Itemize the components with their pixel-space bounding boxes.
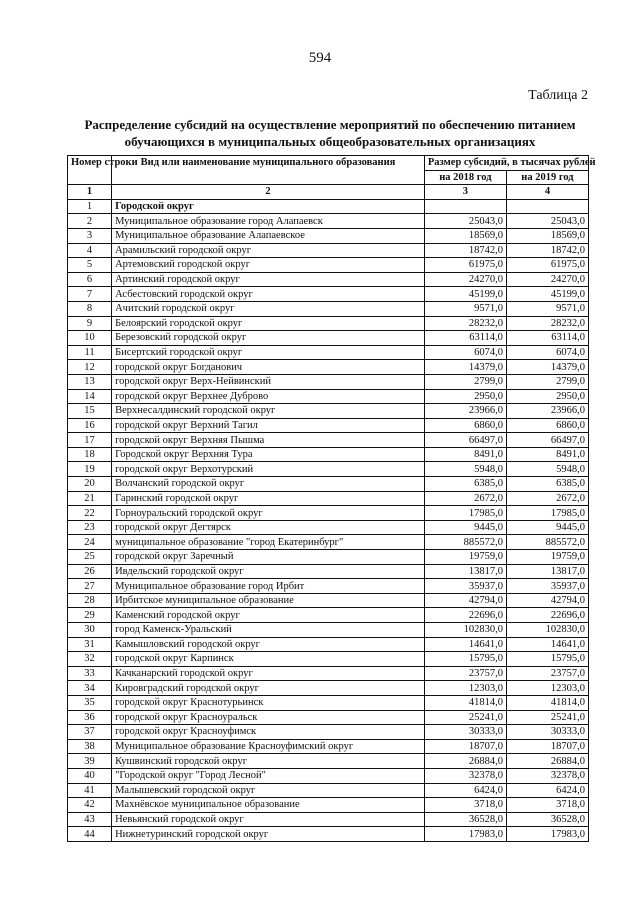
row-number-cell: 25 — [68, 550, 112, 565]
index-cell: 4 — [506, 185, 588, 200]
table-row — [68, 739, 589, 754]
row-number-cell: 18 — [68, 447, 112, 462]
amount-2019-cell: 22696,0 — [506, 608, 588, 623]
table-row — [68, 199, 589, 214]
table-row — [68, 710, 589, 725]
row-number-cell: 31 — [68, 637, 112, 652]
row-number-cell: 32 — [68, 652, 112, 667]
table-row — [68, 228, 589, 243]
municipality-name-cell: муниципальное образование "город Екатеринбург" — [112, 535, 425, 550]
municipality-name-cell: городской округ Богданович — [112, 360, 425, 375]
header-year-2018: на 2018 год — [424, 170, 506, 185]
row-number-cell: 19 — [68, 462, 112, 477]
amount-2019-cell: 885572,0 — [506, 535, 588, 550]
amount-2018-cell: 9445,0 — [424, 520, 506, 535]
table-row — [68, 783, 589, 798]
amount-2019-cell: 5948,0 — [506, 462, 588, 477]
row-number-cell: 14 — [68, 389, 112, 404]
municipality-name-cell: Березовский городской округ — [112, 331, 425, 346]
municipality-name-cell: Камышловский городской округ — [112, 637, 425, 652]
municipality-name-cell: Волчанский городской округ — [112, 477, 425, 492]
amount-2019-cell: 6385,0 — [506, 477, 588, 492]
row-number-cell: 33 — [68, 666, 112, 681]
amount-2018-cell: 19759,0 — [424, 550, 506, 565]
row-number-cell: 20 — [68, 477, 112, 492]
row-number-cell: 43 — [68, 812, 112, 827]
amount-2018-cell: 6424,0 — [424, 783, 506, 798]
municipality-name-cell: Ирбитское муниципальное образование — [112, 593, 425, 608]
table-row — [68, 491, 589, 506]
amount-2019-cell: 14379,0 — [506, 360, 588, 375]
municipality-name-cell: Белоярский городской округ — [112, 316, 425, 331]
municipality-name-cell: городской округ Верх-Нейвинский — [112, 374, 425, 389]
amount-2018-cell: 2672,0 — [424, 491, 506, 506]
amount-2018-cell: 25241,0 — [424, 710, 506, 725]
document-title: Распределение субсидий на осуществление мероприятий по обеспечению питанием обучающихся в муниципальных общеобразовательных организациях — [84, 117, 576, 149]
amount-2019-cell: 18707,0 — [506, 739, 588, 754]
amount-2019-cell: 6424,0 — [506, 783, 588, 798]
amount-2018-cell: 6385,0 — [424, 477, 506, 492]
table-row — [68, 754, 589, 769]
amount-2018-cell: 41814,0 — [424, 695, 506, 710]
table-row — [68, 331, 589, 346]
amount-2018-cell: 30333,0 — [424, 725, 506, 740]
table-row — [68, 550, 589, 565]
amount-2018-cell: 18569,0 — [424, 228, 506, 243]
municipality-name-cell: городской округ Заречный — [112, 550, 425, 565]
table-row — [68, 360, 589, 375]
table-row — [68, 345, 589, 360]
municipality-name-cell: Асбестовский городской округ — [112, 287, 425, 302]
table-row — [68, 418, 589, 433]
amount-2018-cell: 6074,0 — [424, 345, 506, 360]
table-row — [68, 681, 589, 696]
table-row — [68, 374, 589, 389]
table-row — [68, 316, 589, 331]
table-row — [68, 462, 589, 477]
table-row — [68, 798, 589, 813]
municipality-name-cell: городской округ Верхотурский — [112, 462, 425, 477]
table-row — [68, 272, 589, 287]
row-number-cell: 41 — [68, 783, 112, 798]
amount-2018-cell: 61975,0 — [424, 258, 506, 273]
row-number-cell: 6 — [68, 272, 112, 287]
table-row — [68, 535, 589, 550]
amount-2019-cell: 25241,0 — [506, 710, 588, 725]
row-number-cell: 24 — [68, 535, 112, 550]
row-number-cell: 27 — [68, 579, 112, 594]
amount-2018-cell: 24270,0 — [424, 272, 506, 287]
municipality-name-cell: городской округ Дегтярск — [112, 520, 425, 535]
amount-2018-cell: 3718,0 — [424, 798, 506, 813]
amount-2019-cell: 24270,0 — [506, 272, 588, 287]
row-number-cell: 9 — [68, 316, 112, 331]
municipality-name-cell: Нижнетуринский городской округ — [112, 827, 425, 842]
amount-2018-cell: 36528,0 — [424, 812, 506, 827]
table-row — [68, 447, 589, 462]
row-number-cell: 8 — [68, 301, 112, 316]
amount-2018-cell: 23757,0 — [424, 666, 506, 681]
amount-2019-cell: 2799,0 — [506, 374, 588, 389]
amount-2018-cell: 18707,0 — [424, 739, 506, 754]
amount-2018-cell: 63114,0 — [424, 331, 506, 346]
header-name: Вид или наименование муниципального образования — [112, 156, 425, 185]
amount-2018-cell: 45199,0 — [424, 287, 506, 302]
amount-2019-cell: 6074,0 — [506, 345, 588, 360]
amount-2018-cell: 9571,0 — [424, 301, 506, 316]
amount-2019-cell: 66497,0 — [506, 433, 588, 448]
amount-2019-cell: 23966,0 — [506, 404, 588, 419]
amount-2019-cell: 2950,0 — [506, 389, 588, 404]
row-number-cell: 17 — [68, 433, 112, 448]
row-number-cell: 3 — [68, 228, 112, 243]
municipality-name-cell: Малышевский городской округ — [112, 783, 425, 798]
row-number-cell: 4 — [68, 243, 112, 258]
amount-2019-cell: 28232,0 — [506, 316, 588, 331]
amount-2018-cell: 28232,0 — [424, 316, 506, 331]
municipality-name-cell: городской округ Краснотурьинск — [112, 695, 425, 710]
amount-2019-cell: 3718,0 — [506, 798, 588, 813]
table-row — [68, 243, 589, 258]
amount-2019-cell: 15795,0 — [506, 652, 588, 667]
amount-2019-cell: 35937,0 — [506, 579, 588, 594]
row-number-cell: 30 — [68, 623, 112, 638]
amount-2019-cell: 18569,0 — [506, 228, 588, 243]
amount-2018-cell: 66497,0 — [424, 433, 506, 448]
municipality-name-cell: город Каменск-Уральский — [112, 623, 425, 638]
table-row — [68, 666, 589, 681]
row-number-cell: 22 — [68, 506, 112, 521]
amount-2018-cell: 26884,0 — [424, 754, 506, 769]
municipality-name-cell: городской округ Верхний Тагил — [112, 418, 425, 433]
amount-2018-cell: 17985,0 — [424, 506, 506, 521]
row-number-cell: 1 — [68, 199, 112, 214]
municipality-name-cell: Каменский городской округ — [112, 608, 425, 623]
table-row — [68, 593, 589, 608]
municipality-name-cell: Кировградский городской округ — [112, 681, 425, 696]
amount-2019-cell: 26884,0 — [506, 754, 588, 769]
municipality-name-cell: Муниципальное образование Красноуфимский округ — [112, 739, 425, 754]
amount-2018-cell: 14379,0 — [424, 360, 506, 375]
table-row — [68, 608, 589, 623]
amount-2018-cell: 35937,0 — [424, 579, 506, 594]
amount-2018-cell: 885572,0 — [424, 535, 506, 550]
row-number-cell: 15 — [68, 404, 112, 419]
amount-2019-cell: 17983,0 — [506, 827, 588, 842]
row-number-cell: 29 — [68, 608, 112, 623]
row-number-cell: 28 — [68, 593, 112, 608]
subsidy-table — [67, 155, 596, 842]
municipality-name-cell: Муниципальное образование город Алапаевск — [112, 214, 425, 229]
amount-2018-cell: 25043,0 — [424, 214, 506, 229]
amount-2018-cell: 23966,0 — [424, 404, 506, 419]
table-row — [68, 812, 589, 827]
row-number-cell: 2 — [68, 214, 112, 229]
table-row — [68, 623, 589, 638]
row-number-cell: 16 — [68, 418, 112, 433]
amount-2019-cell — [506, 199, 588, 214]
table-row — [68, 652, 589, 667]
municipality-name-cell: Ачитский городской округ — [112, 301, 425, 316]
row-number-cell: 38 — [68, 739, 112, 754]
municipality-name-cell: Ивдельский городской округ — [112, 564, 425, 579]
municipality-name-cell: городской округ Карпинск — [112, 652, 425, 667]
row-number-cell: 39 — [68, 754, 112, 769]
amount-2019-cell: 25043,0 — [506, 214, 588, 229]
municipality-name-cell: Кушвинский городской округ — [112, 754, 425, 769]
municipality-name-cell: Городской округ Верхняя Тура — [112, 447, 425, 462]
table-row — [68, 768, 589, 783]
municipality-name-cell: городской округ Красноуральск — [112, 710, 425, 725]
amount-2019-cell: 2672,0 — [506, 491, 588, 506]
municipality-name-cell: Арамильский городской округ — [112, 243, 425, 258]
amount-2019-cell: 41814,0 — [506, 695, 588, 710]
amount-2018-cell: 22696,0 — [424, 608, 506, 623]
row-number-cell: 21 — [68, 491, 112, 506]
table-row — [68, 258, 589, 273]
amount-2019-cell: 8491,0 — [506, 447, 588, 462]
table-label: Таблица 2 — [528, 88, 588, 103]
row-number-cell: 11 — [68, 345, 112, 360]
municipality-name-cell: Невьянский городской округ — [112, 812, 425, 827]
municipality-name-cell: Качканарский городской округ — [112, 666, 425, 681]
row-number-cell: 37 — [68, 725, 112, 740]
amount-2018-cell: 2799,0 — [424, 374, 506, 389]
amount-2019-cell: 63114,0 — [506, 331, 588, 346]
row-number-cell: 34 — [68, 681, 112, 696]
municipality-name-cell: Городской округ — [112, 199, 425, 214]
amount-2018-cell: 8491,0 — [424, 447, 506, 462]
index-cell: 3 — [424, 185, 506, 200]
row-number-cell: 13 — [68, 374, 112, 389]
table-row — [68, 637, 589, 652]
header-year-2019: на 2019 год — [506, 170, 588, 185]
amount-2019-cell: 19759,0 — [506, 550, 588, 565]
municipality-name-cell: Артинский городской округ — [112, 272, 425, 287]
amount-2019-cell: 30333,0 — [506, 725, 588, 740]
municipality-name-cell: "Городской округ "Город Лесной" — [112, 768, 425, 783]
table-row — [68, 695, 589, 710]
amount-2019-cell: 9571,0 — [506, 301, 588, 316]
table-row — [68, 433, 589, 448]
amount-2018-cell: 13817,0 — [424, 564, 506, 579]
table-row — [68, 477, 589, 492]
row-number-cell: 35 — [68, 695, 112, 710]
amount-2019-cell: 32378,0 — [506, 768, 588, 783]
amount-2018-cell: 5948,0 — [424, 462, 506, 477]
table-row — [68, 725, 589, 740]
index-cell: 1 — [68, 185, 112, 200]
municipality-name-cell: городской округ Верхняя Пышма — [112, 433, 425, 448]
amount-2018-cell: 102830,0 — [424, 623, 506, 638]
table-row — [68, 506, 589, 521]
amount-2019-cell: 23757,0 — [506, 666, 588, 681]
table-row — [68, 404, 589, 419]
table-row — [68, 827, 589, 842]
table-row — [68, 287, 589, 302]
table-row — [68, 301, 589, 316]
amount-2018-cell — [424, 199, 506, 214]
municipality-name-cell: Верхнесалдинский городской округ — [112, 404, 425, 419]
row-number-cell: 23 — [68, 520, 112, 535]
amount-2018-cell: 12303,0 — [424, 681, 506, 696]
municipality-name-cell: Муниципальное образование город Ирбит — [112, 579, 425, 594]
table-row — [68, 214, 589, 229]
table-body — [68, 199, 589, 841]
amount-2019-cell: 13817,0 — [506, 564, 588, 579]
row-number-cell: 7 — [68, 287, 112, 302]
amount-2019-cell: 36528,0 — [506, 812, 588, 827]
amount-2018-cell: 17983,0 — [424, 827, 506, 842]
header-row-number: Номер строки — [68, 156, 112, 185]
municipality-name-cell: Муниципальное образование Алапаевское — [112, 228, 425, 243]
amount-2019-cell: 45199,0 — [506, 287, 588, 302]
row-number-cell: 42 — [68, 798, 112, 813]
municipality-name-cell: Махнёвское муниципальное образование — [112, 798, 425, 813]
municipality-name-cell: Артемовский городской округ — [112, 258, 425, 273]
table-row — [68, 579, 589, 594]
amount-2019-cell: 18742,0 — [506, 243, 588, 258]
amount-2018-cell: 14641,0 — [424, 637, 506, 652]
municipality-name-cell: Бисертский городской округ — [112, 345, 425, 360]
row-number-cell: 44 — [68, 827, 112, 842]
row-number-cell: 40 — [68, 768, 112, 783]
row-number-cell: 36 — [68, 710, 112, 725]
amount-2018-cell: 15795,0 — [424, 652, 506, 667]
table-row — [68, 389, 589, 404]
amount-2018-cell: 2950,0 — [424, 389, 506, 404]
amount-2019-cell: 102830,0 — [506, 623, 588, 638]
amount-2019-cell: 14641,0 — [506, 637, 588, 652]
index-cell: 2 — [112, 185, 425, 200]
amount-2018-cell: 6860,0 — [424, 418, 506, 433]
amount-2019-cell: 61975,0 — [506, 258, 588, 273]
amount-2018-cell: 32378,0 — [424, 768, 506, 783]
row-number-cell: 26 — [68, 564, 112, 579]
amount-2018-cell: 42794,0 — [424, 593, 506, 608]
amount-2019-cell: 9445,0 — [506, 520, 588, 535]
table-row — [68, 520, 589, 535]
page-number: 594 — [308, 50, 332, 66]
row-number-cell: 5 — [68, 258, 112, 273]
row-number-cell: 12 — [68, 360, 112, 375]
table-row — [68, 564, 589, 579]
municipality-name-cell: городской округ Верхнее Дуброво — [112, 389, 425, 404]
amount-2019-cell: 42794,0 — [506, 593, 588, 608]
header-amount: Размер субсидий, в тысячах рублей — [424, 156, 588, 171]
amount-2019-cell: 12303,0 — [506, 681, 588, 696]
amount-2019-cell: 17985,0 — [506, 506, 588, 521]
municipality-name-cell: Горноуральский городской округ — [112, 506, 425, 521]
row-number-cell: 10 — [68, 331, 112, 346]
amount-2019-cell: 6860,0 — [506, 418, 588, 433]
municipality-name-cell: Гаринский городской округ — [112, 491, 425, 506]
municipality-name-cell: городской округ Красноуфимск — [112, 725, 425, 740]
amount-2018-cell: 18742,0 — [424, 243, 506, 258]
